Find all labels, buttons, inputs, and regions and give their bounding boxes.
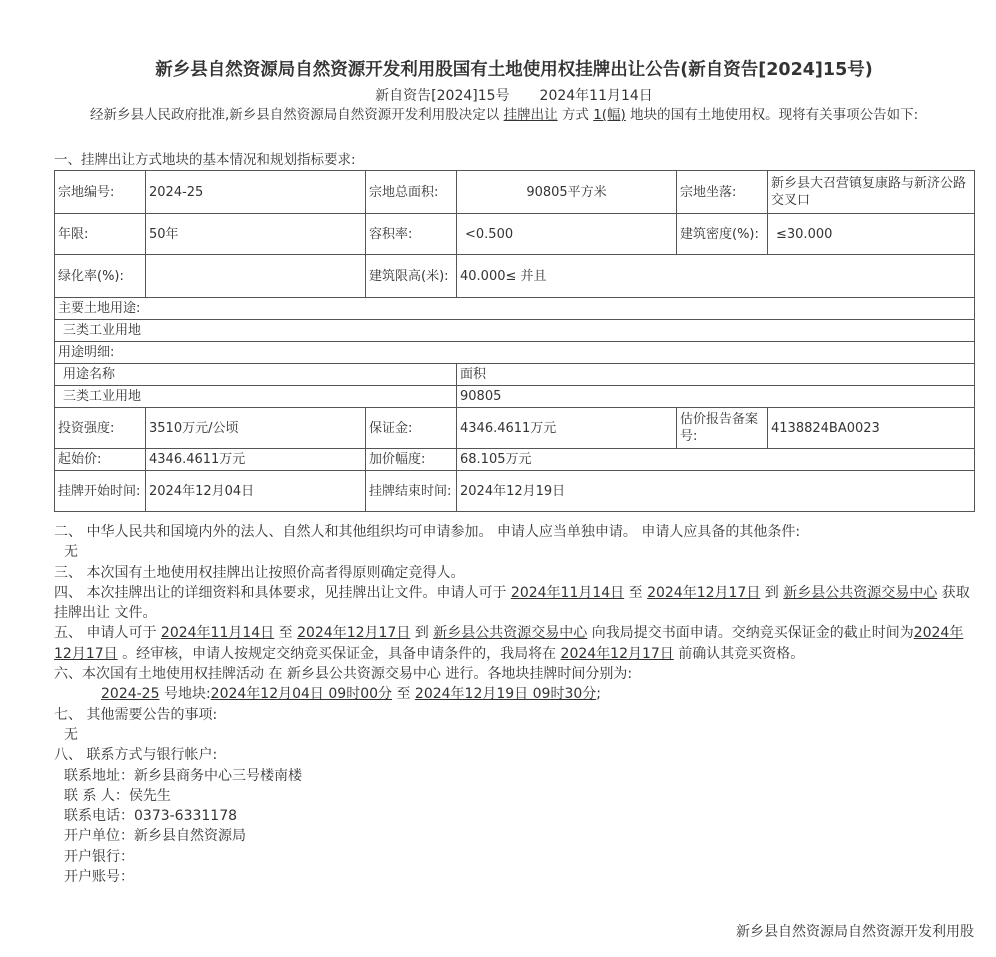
section-7-value: 无 (64, 726, 78, 743)
total-area-label: 宗地总面积: (366, 171, 457, 214)
table-row (55, 449, 975, 471)
section-5-date-start: 2024年11月14日 (160, 625, 275, 642)
intro-paragraph (54, 106, 974, 126)
section-2-value: 无 (64, 544, 78, 561)
page-title: 新乡县自然资源局自然资源开发利用股国有土地使用权挂牌出让公告(新自资告[2024]15号) (155, 60, 873, 80)
doc-number: 新自资告[2024]15号 (375, 88, 510, 104)
account-bank: 开户银行： (64, 848, 134, 865)
increment-label: 加价幅度: (366, 449, 457, 471)
height-limit-label: 建筑限高(米): (366, 255, 457, 298)
section-5-text: 五、 申请人可于 (54, 625, 157, 642)
parcel-count: 1(幅) (593, 107, 626, 123)
green-rate-value (146, 255, 366, 298)
table-row (55, 342, 975, 364)
section-5-deadline: 2024年12月17日 (54, 625, 964, 662)
deposit-label: 保证金: (366, 408, 457, 449)
far-label: 容积率: (366, 214, 457, 255)
use-area-header: 面积 (457, 364, 975, 386)
section-4-to: 至 (628, 584, 643, 601)
method-value: 挂牌出让 (503, 107, 558, 123)
section-6: 六、本次国有土地使用权挂牌活动 在 新乡县公共资源交易中心 进行。各地块挂牌时间分别为: (54, 666, 633, 683)
section-5-place: 新乡县公共资源交易中心 (433, 625, 588, 642)
intro-text-method: 方式 (561, 107, 589, 123)
section-4-place: 新乡县公共资源交易中心 (783, 584, 938, 601)
location-label: 宗地坐落: (677, 171, 768, 214)
table-row (55, 320, 975, 342)
section-5-text-b: 向我局提交书面申请。交纳竞买保证金的截止时间为 (591, 625, 914, 642)
main-use-label: 主要土地用途: (55, 298, 975, 320)
section-5-date-end: 2024年12月17日 (297, 625, 411, 642)
section-5-text-end: 前确认其竞买资格。 (678, 645, 805, 662)
section-5-to: 至 (278, 625, 293, 642)
invest-value: 3510万元/公顷 (146, 408, 366, 449)
deposit-value: 4346.4611万元 (457, 408, 677, 449)
signature: 新乡县自然资源局自然资源开发利用股 (736, 924, 974, 940)
intro-text: 经新乡县人民政府批准,新乡县自然资源局自然资源开发利用股决定以 (90, 107, 500, 123)
section-4-date-start: 2024年11月14日 (510, 584, 625, 601)
height-limit-value: 40.000≤ 并且 (457, 255, 975, 298)
schedule-to: 至 (396, 686, 411, 703)
section-4-date-end: 2024年12月17日 (647, 584, 761, 601)
list-start-value: 2024年12月04日 (146, 471, 366, 512)
invest-label: 投资强度: (55, 408, 146, 449)
contact-person: 联 系 人：侯先生 (64, 787, 171, 804)
list-end-label: 挂牌结束时间: (366, 471, 457, 512)
main-use-value: 三类工业用地 (55, 320, 975, 342)
section-8: 八、 联系方式与银行帐户: (54, 747, 218, 764)
report-value: 4138824BA0023 (768, 408, 975, 449)
account-number: 开户账号： (64, 869, 134, 886)
section-4 (54, 583, 974, 624)
use-detail-label: 用途明细: (55, 342, 975, 364)
location-value: 新乡县大召营镇复康路与新济公路交叉口 (768, 171, 975, 214)
intro-text-end: 地块的国有土地使用权。现将有关事项公告如下: (630, 107, 919, 123)
use-name-header: 用途名称 (55, 364, 457, 386)
section-1-heading: 一、挂牌出让方式地块的基本情况和规划指标要求: (54, 152, 356, 168)
doc-number-date (54, 86, 974, 106)
table-row (55, 364, 975, 386)
section-4-at: 到 (764, 584, 779, 601)
announcement-sections (54, 522, 974, 887)
schedule-parcel-suffix: 号地块: (163, 686, 211, 703)
table-row (55, 255, 975, 298)
contact-address: 联系地址：新乡县商务中心三号楼南楼 (64, 767, 302, 784)
schedule-start: 2024年12月04日 09时00分 (210, 686, 393, 703)
table-row (55, 214, 975, 255)
section-2: 二、 中华人民共和国境内外的法人、自然人和其他组织均可申请参加。 申请人应当单独申请。 申请人应具备的其他条件: (54, 524, 801, 540)
schedule-parcel-no: 2024-25 (101, 686, 160, 703)
parcel-no-value: 2024-25 (146, 171, 366, 214)
use-name-value: 三类工业用地 (55, 386, 457, 408)
doc-date: 2024年11月14日 (539, 88, 653, 104)
section-5-at: 到 (414, 625, 429, 642)
list-end-value: 2024年12月19日 (457, 471, 975, 512)
schedule-semicolon: ; (596, 686, 601, 703)
parcel-no-label: 宗地编号: (55, 171, 146, 214)
table-row (55, 408, 975, 449)
contact-phone: 联系电话：0373-6331178 (64, 808, 238, 825)
density-label: 建筑密度(%): (677, 214, 768, 255)
schedule-end: 2024年12月19日 09时30分 (414, 686, 597, 703)
section-6-schedule (54, 684, 974, 704)
far-value: <0.500 (457, 214, 677, 255)
start-price-value: 4346.4611万元 (146, 449, 366, 471)
parcel-info-table (54, 170, 975, 512)
table-row (55, 386, 975, 408)
section-4-text: 四、 本次挂牌出让的详细资料和具体要求，见挂牌出让文件。申请人可于 (54, 584, 507, 601)
table-row (55, 471, 975, 512)
density-value: ≤30.000 (768, 214, 975, 255)
table-row (55, 171, 975, 214)
report-label: 估价报告备案号: (677, 408, 768, 449)
term-value: 50年 (146, 214, 366, 255)
total-area-value: 90805平方米 (457, 171, 677, 214)
account-unit: 开户单位：新乡县自然资源局 (64, 828, 246, 845)
section-5 (54, 623, 974, 664)
section-3: 三、 本次国有土地使用权挂牌出让按照价高者得原则确定竞得人。 (54, 564, 465, 581)
start-price-label: 起始价: (55, 449, 146, 471)
section-5-text-c: 。经审核，申请人按规定交纳竞买保证金，具备申请条件的，我局将在 (122, 645, 557, 662)
list-start-label: 挂牌开始时间: (55, 471, 146, 512)
increment-value: 68.105万元 (457, 449, 975, 471)
table-row (55, 298, 975, 320)
green-rate-label: 绿化率(%): (55, 255, 146, 298)
term-label: 年限: (55, 214, 146, 255)
section-5-confirm-date: 2024年12月17日 (560, 645, 674, 662)
use-area-value: 90805 (457, 386, 975, 408)
section-7: 七、 其他需要公告的事项: (54, 706, 218, 723)
section-4-text-end: 获取 挂牌出让 文件。 (54, 584, 970, 622)
